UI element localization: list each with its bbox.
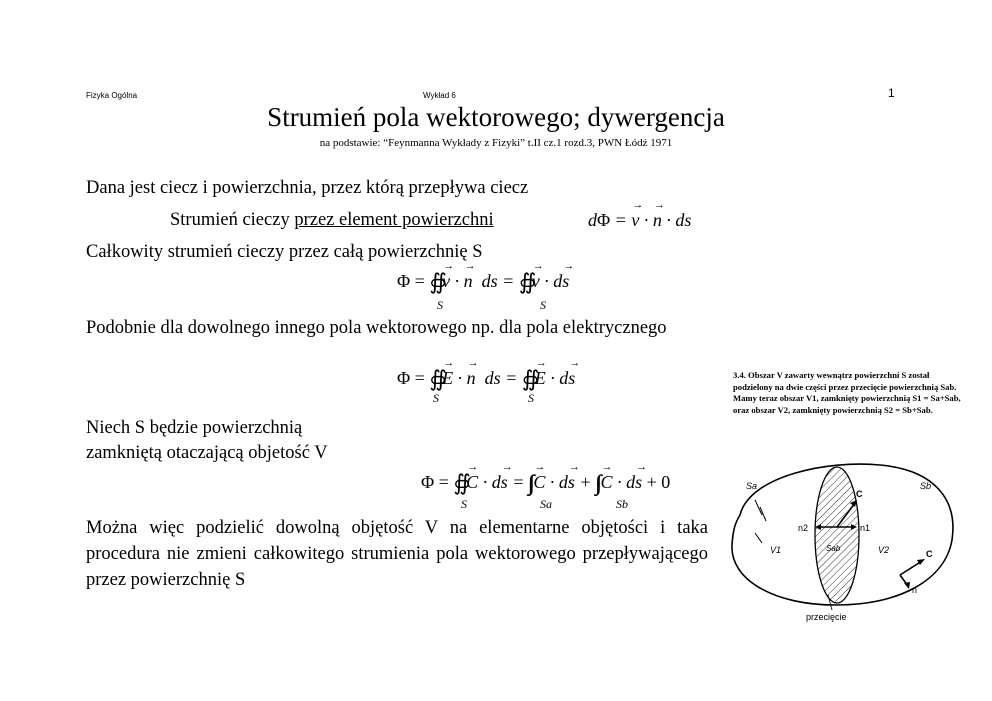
element-flux-prefix: Strumień cieczy xyxy=(170,210,295,230)
n-arrowhead-outer xyxy=(904,582,910,589)
page-number: 1 xyxy=(888,86,895,100)
header-course: Fizyka Ogólna xyxy=(86,91,138,100)
label-cut: przecięcie xyxy=(806,612,847,622)
eq2-lhs: Φ = xyxy=(397,271,425,291)
surface-stroke-mark xyxy=(755,500,762,515)
surface-stroke-mark xyxy=(755,533,762,543)
paragraph-element-flux xyxy=(170,210,494,231)
element-flux-underlined: przez element powierzchni xyxy=(294,210,494,230)
paragraph-total-flux: Całkowity strumień cieczy przez całą powierzchnię S xyxy=(86,242,483,262)
label-sb: Sb xyxy=(920,481,932,491)
page-subtitle: na podstawie: “Feynmanna Wykłady z Fizyki” t.II cz.1 rozd.3, PWN Łódź 1971 xyxy=(319,137,673,149)
paragraph-closed-surface-2: zamkniętą otaczającą objetość V xyxy=(86,443,328,463)
paragraph-intro: Dana jest ciecz i powierzchnia, przez którą przepływa ciecz xyxy=(86,178,529,198)
label-v2: V2 xyxy=(878,545,890,555)
paragraph-electric-field: Podobnie dla dowolnego innego pola wektorowego np. dla pola elektrycznego xyxy=(86,318,667,338)
figure-caption: 3.4. Obszar V zawarty wewnątrz powierzchni S został podzielony na dwie części przez przecięcie powierzchnią Sab. Mamy teraz obszar V1, zamknięty powierzchnią S1 = Sa+Sab, oraz obszar V2, zamknięty powierzchnią S2 = Sb+Sab. xyxy=(733,370,961,415)
paragraph-closed-surface-1: Niech S będzie powierzchnią xyxy=(86,418,303,438)
label-v1: V1 xyxy=(770,545,782,555)
label-c-inner: C xyxy=(856,489,863,499)
eq4-sub-sa: Sa xyxy=(540,497,552,511)
eq2-surface-label-2: S xyxy=(540,298,546,312)
label-n-outer: n xyxy=(912,585,918,595)
cut-surface-hatched xyxy=(815,467,859,603)
label-c-outer: C xyxy=(926,549,933,559)
eq3-surface-label-2: S xyxy=(528,391,534,405)
label-sa: Sa xyxy=(746,481,758,491)
label-n2: n2 xyxy=(798,523,809,533)
equation-electric-flux: Φ = ∯ → E · → n ds = ∯ → E · d→ s xyxy=(397,364,575,390)
equation-split-flux: Φ = ∯ → C · d→ s = → C · d→ s + → C · d→ s + 0 xyxy=(421,468,670,494)
volume-division-figure xyxy=(720,455,960,625)
eq2-surface-label: S xyxy=(437,298,443,312)
eq4-tail: + 0 xyxy=(646,472,671,492)
eq3-surface-label: S xyxy=(433,391,439,405)
page-title: Strumień pola wektorowego; dywergencja xyxy=(267,102,725,132)
equation-total-flux: Φ = ∯ → v · → n ds = ∯ → v · d→ s xyxy=(397,267,569,293)
eq4-sub-s: S xyxy=(461,497,467,511)
equation-element-flux: dΦ = → v · → n · ds xyxy=(588,210,691,231)
paragraph-conclusion: Można więc podzielić dowolną objętość V na elementarne objętości i taka procedura nie zmieni całkowitego strumienia pola wektorowego przepływającego przez powierzchnię S xyxy=(86,518,708,590)
label-sab: Sab xyxy=(826,544,841,553)
eq4-sub-sb: Sb xyxy=(616,497,628,511)
label-n1: n1 xyxy=(860,523,871,533)
header-lecture: Wykład 6 xyxy=(423,91,456,100)
surface-stroke-mark xyxy=(760,507,766,521)
c-arrow-outer xyxy=(900,561,922,575)
